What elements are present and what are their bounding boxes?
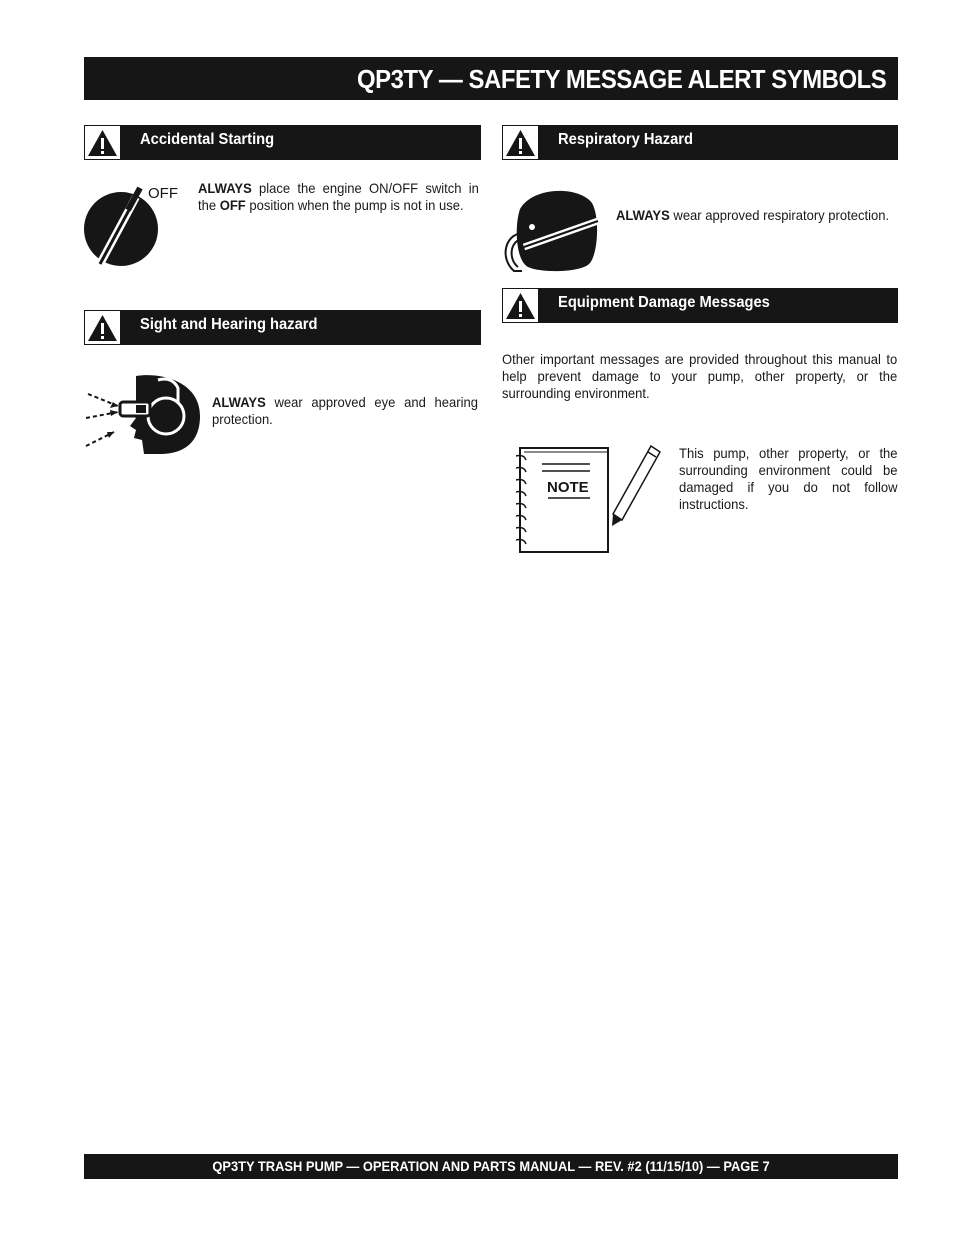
warning-triangle-icon [502,288,539,323]
respiratory-text [616,207,899,224]
text-part: place the engine ON/OFF switch in the [198,180,479,213]
eye-ear-protection-icon [84,372,204,461]
text-part: wear approved eye and hearing protection. [212,394,478,427]
page-title-bar [84,57,898,100]
equipment-damage-intro: Other important messages are provided throughout this manual to help prevent damage to your pump, other property, or the surrounding environment. [502,351,898,401]
section-header-respiratory [502,125,898,160]
text-part: wear approved respiratory protection. [669,207,890,223]
section-heading: Respiratory Hazard [558,131,693,148]
section-header-sight-hearing [84,310,481,345]
footer-text: QP3TY TRASH PUMP — OPERATION AND PARTS MANUAL — REV. #2 (11/15/10) — PAGE 7 [212,1158,770,1174]
section-header-accidental-starting [84,125,481,160]
note-pad-icon [512,444,664,559]
sight-hearing-text [212,394,478,428]
text-part: position when the pump is not in use. [245,197,464,213]
off-emphasis: OFF [219,197,246,213]
always-label: ALWAYS [212,394,266,410]
note-label: NOTE [547,479,589,496]
ignition-switch-icon [84,182,184,273]
section-header-equipment-damage [502,288,898,323]
warning-triangle-icon [84,310,121,345]
always-label: ALWAYS [616,207,670,223]
note-text: This pump, other property, or the surrounding environment could be damaged if you do not follow instructions. [679,445,898,512]
accidental-starting-text [198,180,479,214]
page-title: QP3TY — SAFETY MESSAGE ALERT SYMBOLS [356,64,886,94]
off-label: OFF [148,185,178,202]
warning-triangle-icon [502,125,539,160]
warning-triangle-icon [84,125,121,160]
respirator-mask-icon [500,187,600,280]
section-heading: Sight and Hearing hazard [140,316,318,333]
page-footer [84,1154,898,1179]
always-label: ALWAYS [198,180,252,196]
section-heading: Equipment Damage Messages [558,294,770,311]
section-heading: Accidental Starting [140,131,275,148]
